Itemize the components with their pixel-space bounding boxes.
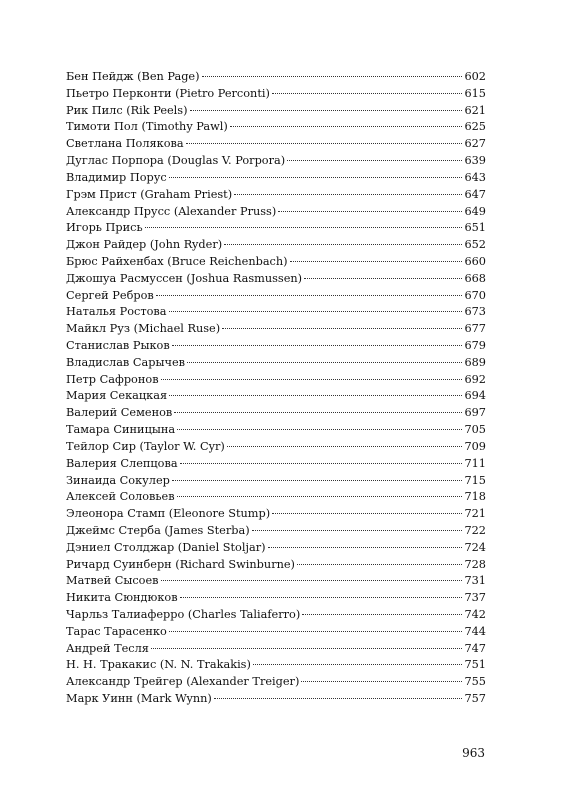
page-number: 963 [462,746,485,760]
toc-entry [66,657,486,674]
toc-entry-name: Джошуа Расмуссен (Joshua Rasmussen) [66,271,303,285]
toc-entry [66,456,486,473]
toc-entry-page: 718 [464,490,486,504]
dot-leader [177,495,463,497]
toc-entry-page: 627 [464,137,486,151]
toc-entry-name: Никита Сюндюков [66,591,178,605]
toc-entry [66,136,486,153]
toc-entry-page: 668 [464,271,486,285]
dot-leader [252,529,463,531]
toc-entry-page: 709 [464,439,486,453]
toc-entry-page: 751 [464,658,486,672]
dot-leader [169,394,462,396]
dot-leader [169,630,463,632]
toc-entry-page: 660 [464,254,486,268]
toc-entry [66,187,486,204]
toc-entry [66,590,486,607]
toc-entry [66,388,486,405]
dot-leader [172,344,463,346]
toc-entry-name: Бен Пейдж (Ben Page) [66,70,200,83]
toc-entry [66,170,486,187]
toc-entry-name: Матвей Сысоев [66,574,159,588]
toc-entry-page: 651 [464,221,486,235]
dot-leader [180,462,463,464]
toc-entry-page: 757 [464,692,486,706]
toc-entry-name: Петр Сафронов [66,372,159,386]
toc-entry-page: 721 [464,507,486,521]
toc-entry-name: Элеонора Стамп (Eleonore Stump) [66,507,271,521]
toc-entry-name: Пьетро Перконти (Pietro Perconti) [66,86,270,100]
toc-entry [66,355,486,372]
toc-entry-page: 602 [464,70,486,83]
dot-leader [302,613,462,615]
toc-entry-page: 649 [464,204,486,218]
dot-leader [272,512,462,514]
toc-entry [66,473,486,490]
toc-entry-page: 742 [464,608,486,621]
dot-leader [156,294,463,296]
dot-leader [272,92,463,94]
dot-leader [222,327,462,329]
toc-entry-page: 744 [464,624,486,638]
toc-entry-page: 715 [464,473,486,487]
toc-entry-page: 639 [464,154,486,168]
toc-entry-page: 625 [464,120,486,134]
toc-entry [66,69,486,86]
toc-entry [66,86,486,103]
dot-leader [186,142,463,144]
toc-entry [66,405,486,422]
toc-entry-page: 737 [464,591,486,605]
toc-entry-page: 755 [464,675,486,689]
dot-leader [202,75,463,77]
dot-leader [268,546,463,548]
toc-entry-name: Тарас Тарасенко [66,624,167,638]
toc-entry-page: 643 [464,170,486,184]
dot-leader [287,159,462,161]
toc-entry [66,439,486,456]
toc-entry-name: Джеймс Стерба (James Sterba) [66,523,250,537]
toc-entry-name: Наталья Ростова [66,305,167,319]
toc-entry-name: Александр Прусс (Alexander Pruss) [66,204,277,218]
toc-entry-page: 731 [464,574,486,588]
toc-entry-name: Мария Секацкая [66,389,168,403]
toc-entry [66,607,486,624]
toc-entry [66,237,486,254]
toc-entry-page: 679 [464,339,486,352]
toc-entry-name: Владислав Сарычев [66,355,186,369]
toc-entry-name: Игорь Прись [66,221,143,235]
toc-entry-name: Чарльз Талиаферро (Charles Taliaferro) [66,608,301,621]
toc-entry [66,624,486,641]
dot-leader [304,277,462,279]
dot-leader [227,445,463,447]
dot-leader [301,680,462,682]
toc-entry [66,119,486,136]
dot-leader [145,226,463,228]
toc-entry [66,321,486,338]
dot-leader [190,109,463,111]
dot-leader [161,579,463,581]
toc-entry-page: 724 [464,540,486,554]
dot-leader [253,663,463,665]
toc-entry [66,372,486,389]
toc-entry-name: Станислав Рыков [66,339,170,352]
dot-leader [278,210,462,212]
toc-entry-name: Марк Уинн (Mark Wynn) [66,692,212,706]
toc-entry-page: 692 [464,372,486,386]
toc-entry-name: Сергей Ребров [66,288,154,302]
toc-entry [66,422,486,439]
toc-entry [66,523,486,540]
dot-leader [161,378,463,380]
toc-entry [66,674,486,691]
dot-leader [151,647,463,649]
toc-entry-name: Андрей Тесля [66,641,149,655]
toc-entry [66,254,486,271]
dot-leader [180,596,463,598]
toc-entry [66,271,486,288]
toc-entry [66,641,486,658]
toc-entry [66,204,486,221]
toc-entry-page: 670 [464,288,486,302]
toc-entry-page: 621 [464,103,486,117]
dot-leader [224,243,462,245]
toc-entry-name: Владимир Порус [66,170,167,184]
toc-entry [66,153,486,170]
toc-entry [66,557,486,574]
dot-leader [234,193,462,195]
dot-leader [214,697,463,699]
toc-entry-page: 747 [464,641,486,655]
toc-entry-page: 722 [464,523,486,537]
toc-entry-page: 728 [464,557,486,571]
toc-entry-name: Валерий Семенов [66,406,173,420]
toc-entry [66,288,486,305]
toc-entry [66,691,486,708]
toc-entry-name: Н. Н. Тракакис (N. N. Trakakis) [66,658,251,672]
toc-entry-name: Дуглас Порпора (Douglas V. Porpora) [66,154,286,168]
dot-leader [172,479,463,481]
toc-entry-name: Алексей Соловьев [66,490,175,504]
toc-entry [66,220,486,237]
toc-entry-name: Александр Трейгер (Alexander Treiger) [66,675,300,689]
dot-leader [290,260,463,262]
toc-entry-name: Брюс Райхенбах (Bruce Reichenbach) [66,254,288,268]
toc-entry-name: Грэм Прист (Graham Priest) [66,187,233,201]
dot-leader [297,563,462,565]
toc-entry-page: 697 [464,406,486,420]
toc-entry-page: 705 [464,423,486,437]
toc-entry-name: Зинаида Сокулер [66,473,170,487]
dot-leader [177,428,462,430]
toc-entry-name: Дэниел Столджар (Daniel Stoljar) [66,540,266,554]
toc-entry-name: Тейлор Сир (Taylor W. Cyr) [66,439,225,453]
toc-entry-page: 647 [464,187,486,201]
toc-entry-name: Джон Райдер (John Ryder) [66,238,223,252]
dot-leader [169,310,463,312]
toc-entry [66,489,486,506]
toc-entry-page: 615 [464,86,486,100]
toc-entry-name: Ричард Суинберн (Richard Swinburne) [66,557,295,571]
table-of-contents [66,69,486,708]
toc-entry-name: Светлана Полякова [66,137,184,151]
toc-entry-name: Тимоти Пол (Timothy Pawl) [66,120,228,134]
dot-leader [230,125,463,127]
dot-leader [187,361,462,363]
toc-entry-name: Тамара Синицына [66,423,176,437]
toc-entry-name: Валерия Слепцова [66,456,178,470]
dot-leader [169,176,463,178]
toc-entry [66,103,486,120]
dot-leader [174,411,462,413]
toc-entry-page: 694 [464,389,486,403]
toc-entry-page: 677 [464,322,486,336]
toc-entry [66,540,486,557]
toc-entry [66,338,486,355]
toc-entry [66,506,486,523]
toc-entry-name: Рик Пилс (Rik Peels) [66,103,188,117]
toc-entry-page: 711 [464,456,486,470]
toc-entry-page: 652 [464,238,486,252]
toc-entry-page: 673 [464,305,486,319]
toc-entry [66,304,486,321]
toc-entry [66,573,486,590]
toc-entry-name: Майкл Руз (Michael Ruse) [66,322,221,336]
toc-entry-page: 689 [464,355,486,369]
